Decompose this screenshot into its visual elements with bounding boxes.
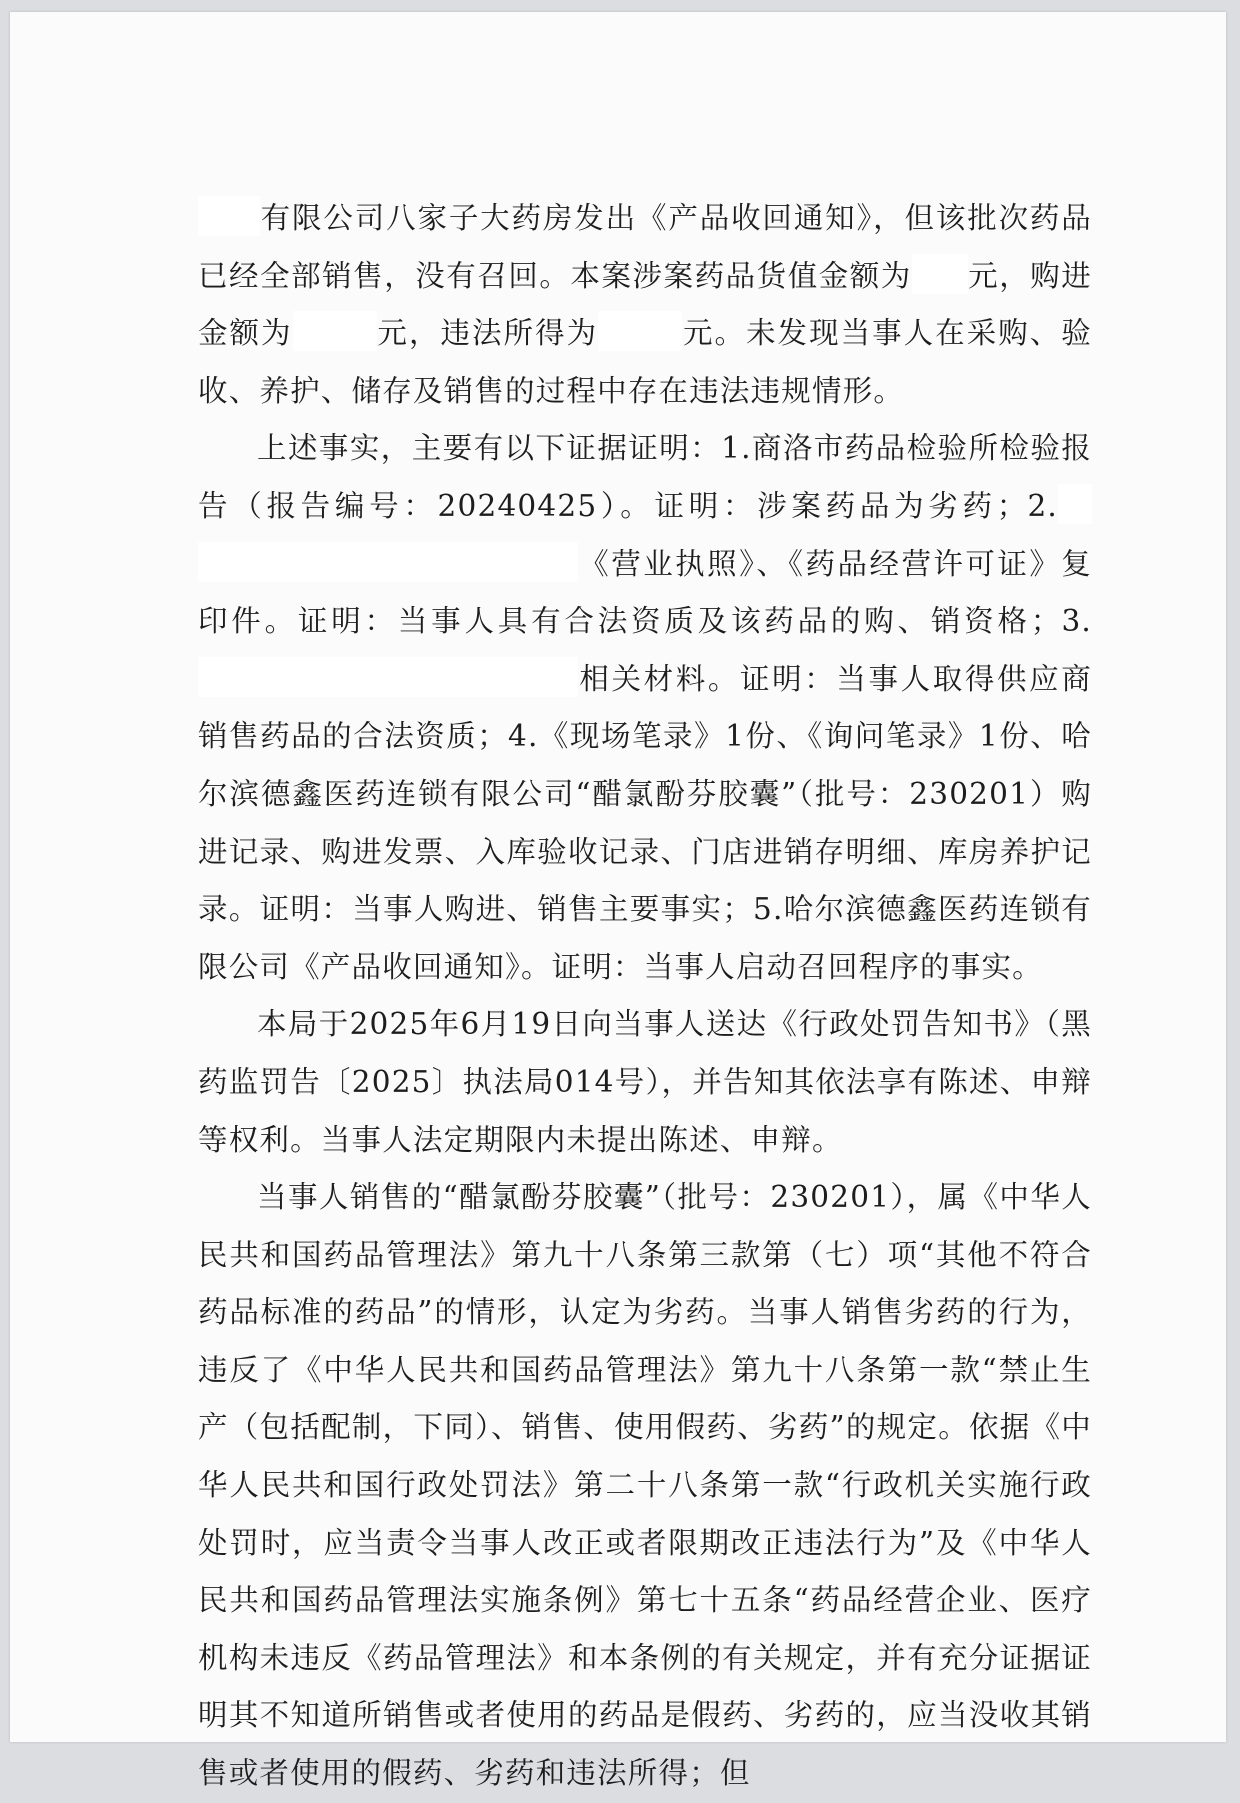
paragraph-text: 元，违法所得为 (376, 316, 599, 351)
redaction-block (198, 196, 260, 236)
paragraph-text: 有限公司八家子大药房发出《产品收回通知》，但该批次药品已经全部销售，没有召回。本案涉案药品货值金额为 (198, 201, 1092, 293)
paragraph-text: 当事人销售的“醋氯酚芬胶囊”（批号：230201），属《中华人民共和国药品管理法》第九十八条第三款第（七）项“其他不符合药品标准的药品”的情形，认定为劣药。当事人销售劣药的行为，违反了《中华人民共和国药品管理法》第九十八条第一款“禁止生产（包括配制，下同）、销售、使用假药、劣药”的规定。依据《中华人民共和国行政处罚法》第二十八条第一款“行政机关实施行政处罚时，应当责令当事人改正或者限期改正违法行为”及《中华人民共和国药品管理法实施条例》第七十五条“药品经营企业、医疗机构未违反《药品管理法》和本条例的有关规定，并有充分证据证明其不知道所销售或者使用的药品是假药、劣药的，应当没收其销售或者使用的假药、劣药和违法所得；但 (198, 1180, 1092, 1791)
redaction-block (912, 254, 968, 294)
redaction-block (198, 657, 578, 697)
redaction-block (293, 311, 377, 351)
paragraph (198, 190, 1092, 420)
redaction-block (598, 311, 682, 351)
paragraph-text: 元，购进金额为 (198, 258, 1092, 351)
redaction-block (1058, 484, 1092, 524)
paragraph (198, 420, 1092, 996)
paragraph-text: 相关材料。证明：当事人取得供应商销售药品的合法资质；4.《现场笔录》1份、《询问笔录》1份、哈尔滨德鑫医药连锁有限公司“醋氯酚芬胶囊”（批号：230201）购进记录、购进发票、入库验收记录、门店进销存明细、库房养护记录。证明：当事人购进、销售主要事实；5.哈尔滨德鑫医药连锁有限公司《产品收回通知》。证明：当事人启动召回程序的事实。 (198, 661, 1092, 984)
redaction-block (198, 542, 578, 582)
paragraph (198, 1169, 1092, 1803)
document-body (198, 190, 1092, 1803)
paragraph-text: 本局于2025年6月19日向当事人送达《行政处罚告知书》（黑药监罚告〔2025〕执法局014号），并告知其依法享有陈述、申辩等权利。当事人法定期限内未提出陈述、申辩。 (198, 1007, 1092, 1157)
paragraph-text: 《营业执照》、《药品经营许可证》复印件。证明：当事人具有合法资质及该药品的购、销资格；3. (198, 546, 1092, 639)
paragraph-text: 元。未发现当事人在采购、验收、养护、储存及销售的过程中存在违法违规情形。 (198, 316, 1092, 408)
paragraph-text: 上述事实，主要有以下证据证明：1.商洛市药品检验所检验报告（报告编号：20240425）。证明：涉案药品为劣药；2. (198, 431, 1092, 523)
document-page (10, 12, 1226, 1791)
paragraph (198, 996, 1092, 1169)
